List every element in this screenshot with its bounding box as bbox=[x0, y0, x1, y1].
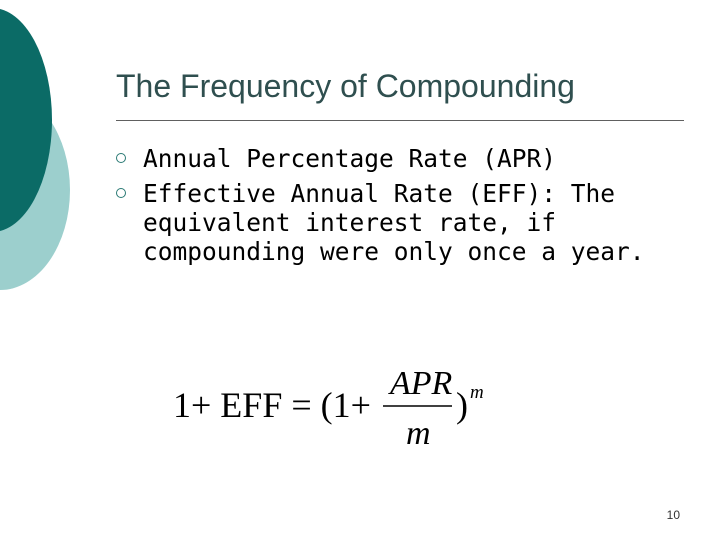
eff-formula bbox=[168, 360, 498, 460]
formula-lhs: 1+ EFF = (1+ bbox=[173, 385, 371, 425]
slide-title: The Frequency of Compounding bbox=[116, 68, 575, 104]
bullet-list bbox=[116, 144, 706, 272]
page-number: 10 bbox=[666, 508, 680, 522]
formula-denominator: m bbox=[406, 415, 431, 452]
bullet-text-eff: Effective Annual Rate (EFF): The equivalent interest rate, if compounding were only once a year. bbox=[143, 179, 645, 266]
hollow-circle-bullet-icon bbox=[116, 153, 126, 163]
decorative-circles bbox=[0, 0, 80, 300]
bullet-item-eff bbox=[116, 179, 706, 266]
bullet-item-apr bbox=[116, 144, 706, 173]
title-underline bbox=[116, 120, 684, 121]
formula-exponent: m bbox=[470, 382, 484, 403]
formula-close-paren: ) bbox=[456, 385, 468, 425]
bullet-text-apr: Annual Percentage Rate (APR) bbox=[143, 144, 557, 173]
hollow-circle-bullet-icon bbox=[116, 188, 126, 198]
formula-numerator: APR bbox=[390, 365, 453, 402]
